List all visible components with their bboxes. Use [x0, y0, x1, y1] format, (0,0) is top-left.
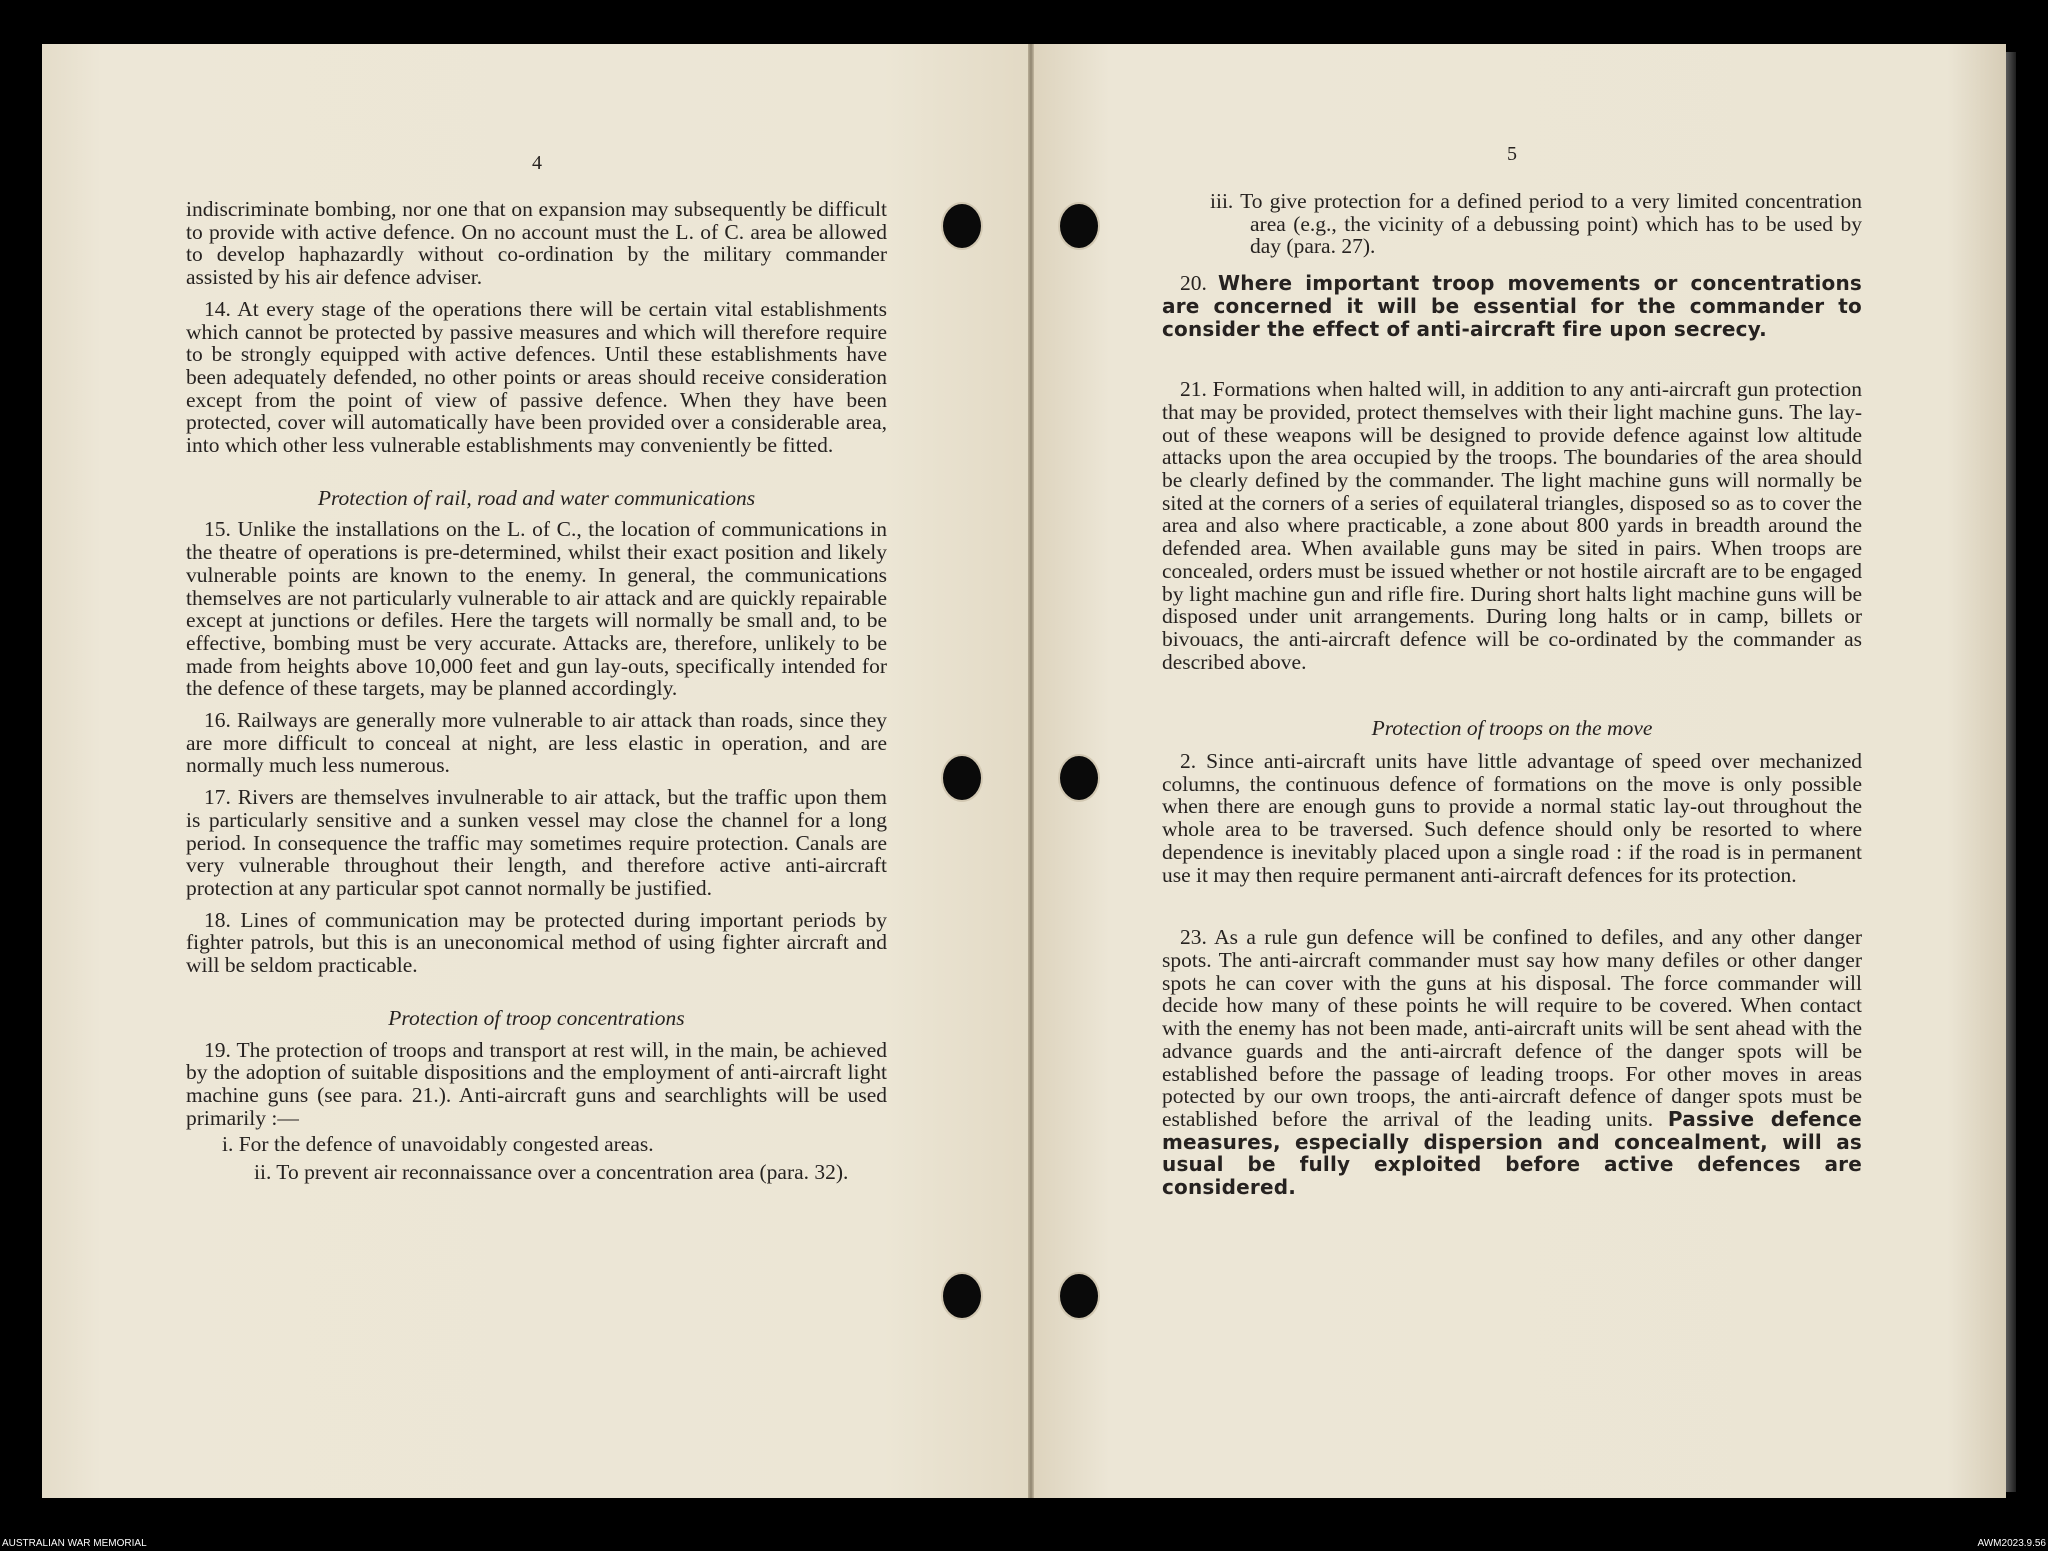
- left-page-body: [186, 198, 887, 1184]
- punch-hole: [1060, 1274, 1098, 1318]
- list-item: ii. To prevent air reconnaissance over a concentration area (para. 32).: [254, 1160, 849, 1185]
- paragraph-continuation: indiscriminate bombing, nor one that on expansion may subsequently be difficult to provide with active defence. On no account must the L. of C. area be allowed to develop haphazardly without co-ordination by the military commander assisted by his air defence adviser.: [186, 197, 887, 290]
- book-spine: [1028, 44, 1034, 1498]
- paragraph-21: 21. Formations when halted will, in addition to any anti-aircraft gun protection that may be provided, protect themselves with their light machine guns. The lay-out of these weapons will be designed to provide defence against low altitude attacks upon the area occupied by the troops. The boundaries of the area should be clearly defined by the commander. The light machine guns will normally be sited at the corners of a series of equilateral triangles, disposed so as to cover the area and also where practicable, a zone about 800 yards in breadth around the defended area. When available guns may be sited in pairs. When troops are concealed, orders must be issued whether or not hostile aircraft are to be engaged by light machine gun and rifle fire. During short halts light machine guns will be disposed under unit arrangements. During long halts or in camp, billets or bivouacs, the anti-aircraft defence will be co-ordinated by the commander as described above.: [1162, 377, 1862, 674]
- section-heading: Protection of troops on the move: [1371, 716, 1653, 741]
- list-item: iii. To give protection for a defined period to a very limited concentration area (e.g., the vicinity of a debussing point) which has to be used by day (para. 27).: [1210, 189, 1862, 259]
- paragraph-14: 14. At every stage of the operations there will be certain vital establishments which cannot be protected by passive measures and which will therefore require to be strongly equipped with active defences. Until these establishments have been adequately defended, no other points or areas should receive consideration except from the point of view of passive defence. When they have been protected, cover will automatically have been provided over a considerable area, into which other less vulnerable establishments may conveniently be fitted.: [186, 296, 887, 458]
- bold-text: Passive defence measures, especially dispersion and concealment, will as usual be fully exploited before active defences are considered.: [1162, 1106, 1863, 1200]
- source-caption: AUSTRALIAN WAR MEMORIAL: [2, 1538, 147, 1549]
- right-page-body: [1162, 190, 1862, 1199]
- paragraph-17: 17. Rivers are themselves invulnerable to air attack, but the traffic upon them is particularly sensitive and a sunken vessel may close the channel for a long period. In consequence the traffic may sometimes require protection. Canals are very vulnerable throughout their length, and therefore active anti-aircraft protection at any particular spot cannot normally be justified.: [186, 785, 887, 900]
- paragraph-20: [1162, 272, 1862, 340]
- paragraph-23: [1162, 926, 1862, 1198]
- paragraph-number: 20.: [1180, 271, 1207, 296]
- paragraph-15: 15. Unlike the installations on the L. of C., the location of communications in the theatre of operations is pre-determined, whilst their exact position and likely vulnerable points are known to the enemy. In general, the communications themselves are not particularly vulnerable to air attack and are quickly repairable except at junctions or defiles. Here the targets will normally be small and, to be effective, bombing must be very accurate. Attacks are, therefore, unlikely to be made from heights above 10,000 feet and gun lay-outs, specifically intended for the defence of these targets, may be planned accordingly.: [186, 517, 887, 701]
- punch-hole: [943, 204, 981, 248]
- book-edge: [2006, 52, 2016, 1492]
- punch-hole: [943, 756, 981, 800]
- page-number: 5: [1507, 143, 1517, 165]
- page-number: 4: [532, 152, 542, 174]
- section-heading: Protection of troop concentrations: [388, 1005, 685, 1030]
- paragraph-text: 23. As a rule gun defence will be confined to defiles, and any other danger spots. The anti-aircraft commander must say how many defiles or other danger spots he can cover with the guns at his disposal. The force commander will decide how many of these points he will require to be covered. When contact with the enemy has not been made, anti-aircraft units will be sent ahead with the advance guards and the anti-aircraft defence of the danger spots will be established before the passage of leading troops. For other moves in areas potected by our own troops, the anti-aircraft defence of danger spots must be established before the arrival of the leading units.: [1162, 925, 1862, 1131]
- reference-caption: AWM2023.9.56: [1977, 1538, 2046, 1549]
- paragraph-22: 2. Since anti-aircraft units have little advantage of speed over mechanized columns, the continuous defence of formations on the move is only possible when there are enough guns to provide a normal static lay-out throughout the whole area to be traversed. Such defence should only be resorted to where dependence is inevitably placed upon a single road : if the road is in permanent use it may then require permanent anti-aircraft defences for its protection.: [1162, 749, 1862, 887]
- punch-hole: [943, 1274, 981, 1318]
- list-item: i. For the defence of unavoidably congested areas.: [222, 1132, 654, 1157]
- paragraph-18: 18. Lines of communication may be protected during important periods by fighter patrols, but this is an uneconomical method of using fighter aircraft and will be seldom practicable.: [186, 907, 887, 978]
- punch-hole: [1060, 756, 1098, 800]
- paragraph-16: 16. Railways are generally more vulnerable to air attack than roads, since they are more difficult to conceal at night, are less elastic in operation, and are normally much less numerous.: [186, 708, 887, 778]
- section-heading: Protection of rail, road and water communications: [317, 485, 756, 510]
- bold-text: Where important troop movements or concentrations are concerned it will be essential for the commander to consider the effect of anti-aircraft fire upon secrecy.: [1162, 271, 1863, 341]
- punch-hole: [1060, 204, 1098, 248]
- paragraph-19: 19. The protection of troops and transport at rest will, in the main, be achieved by the adoption of suitable dispositions and the employment of anti-aircraft light machine guns (see para. 21.). Anti-aircraft guns and searchlights will be used primarily :—: [186, 1037, 887, 1130]
